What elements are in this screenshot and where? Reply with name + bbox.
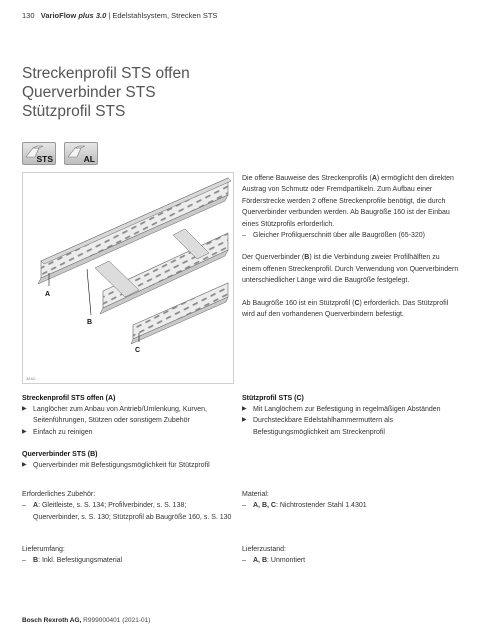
badge-label: STS xyxy=(36,154,53,164)
scope-label: Lieferumfang: xyxy=(22,546,65,553)
ref-letter: C xyxy=(354,299,360,307)
feature-bullet xyxy=(242,415,460,438)
title-line: Streckenprofil STS offen xyxy=(22,65,190,82)
scope-item: – B: Inkl. Befestigungsmaterial xyxy=(22,557,123,565)
feature-bullet xyxy=(22,460,232,471)
callout-a: A xyxy=(45,291,51,298)
condition-item: – A, B: Unmontiert xyxy=(242,557,306,565)
text: : Unmontiert xyxy=(267,557,306,565)
profile-drawing xyxy=(23,173,233,383)
feature-bullet xyxy=(22,404,232,427)
ref-letter: A xyxy=(371,175,377,182)
text: : Inkl. Befestigungsmaterial xyxy=(38,557,123,565)
triangle-bullet-icon: ▶ xyxy=(242,406,247,412)
title-line: Querverbinder STS xyxy=(22,84,156,101)
page-header xyxy=(22,11,217,20)
product-figure xyxy=(22,172,234,384)
description-dash-item: – Gleicher Profilquerschnitt über alle Baugrößen (65-320) xyxy=(242,232,425,240)
al-badge-icon xyxy=(64,142,98,165)
badge-label: AL xyxy=(83,154,95,164)
text: : Nichtrostender Stahl 1.4301 xyxy=(275,502,367,510)
triangle-bullet-icon: ▶ xyxy=(22,428,27,435)
features-right xyxy=(242,393,460,438)
features-left xyxy=(22,393,232,472)
system-badges xyxy=(22,142,98,165)
text: Gleicher Profilquerschnitt über alle Baugrößen (65-320) xyxy=(253,232,425,240)
text: ) ermöglicht den direkten Austrag von Schmutz oder Fremdpartikeln. Zum Aufbau einer Förderstrecke werden 2 offene Streckenprofile benötigt, die durch Querverbinder verbunden werden. Ab Baugröße 160 ist der Einbau eines Stützprofils erforderlich. xyxy=(242,175,454,228)
triangle-bullet-icon: ▶ xyxy=(22,462,27,469)
text: ) erforderlich. Das Stützprofil wird auf den vorhandenen Querverbindern befestigt. xyxy=(242,299,449,319)
doc-reference: R999000401 (2021-01) xyxy=(83,617,151,624)
feature-bullet xyxy=(242,404,460,415)
ref-letter: B xyxy=(33,557,39,565)
feature-b-heading: Querverbinder STS (B) xyxy=(22,451,98,459)
description-paragraph-2 xyxy=(242,252,460,286)
page-number: 130 xyxy=(22,11,35,20)
callout-c: C xyxy=(135,347,141,354)
product-name: VarioFlow xyxy=(40,11,77,20)
description-paragraph-3 xyxy=(242,298,460,321)
condition-block xyxy=(242,544,460,567)
text: Langlöcher zum Anbau von Antrieb/Umlenkung, Kurven, Seitenführungen, Stützen oder sonstigem Zubehör xyxy=(33,406,207,425)
ref-letter: A xyxy=(33,502,39,510)
company-name: Bosch Rexroth AG, xyxy=(22,617,82,624)
callout-b: B xyxy=(87,319,93,326)
text: ) ist die Verbindung zweier Profilhälften zu einem offenen Streckenprofil. Durch Verwendung von Querverbindern unterschiedlicher Länge wird die Baugröße festgelegt. xyxy=(242,254,459,285)
accessories-block xyxy=(22,489,232,523)
feature-a-heading: Streckenprofil STS offen (A) xyxy=(22,395,116,402)
sts-badge-icon xyxy=(22,142,56,165)
material-item: – A, B, C: Nichtrostender Stahl 1.4301 xyxy=(242,502,367,510)
text: Ab Baugröße 160 ist ein Stützprofil ( xyxy=(242,299,355,307)
section-path: | Edelstahlsystem, Strecken STS xyxy=(108,11,218,20)
description-column xyxy=(242,173,460,320)
profile-a xyxy=(38,178,231,284)
text: Querverbinder mit Befestigungsmöglichkeit für Stützprofil xyxy=(33,462,210,470)
text: Der Querverbinder ( xyxy=(242,254,305,262)
text: Durchsteckbare Edelstahlhammermuttern als Befestigungsmöglichkeit am Streckenprofil xyxy=(253,417,394,436)
material-label: Material: xyxy=(242,491,269,498)
material-block xyxy=(242,489,460,512)
feature-c-heading: Stützprofil STS (C) xyxy=(242,395,304,402)
text: : Gleitleiste, s. S. 134; Profilverbinder, s. S. 138; Querverbinder, s. S. 130; Stützprofil ab Baugröße 160, s. S. 130 xyxy=(33,502,232,521)
image-code: 3842… xyxy=(26,376,39,381)
page-footer xyxy=(22,617,150,624)
description-paragraph-1 xyxy=(242,173,460,230)
scope-block xyxy=(22,544,232,567)
text: Die offene Bauweise des Streckenprofils ( xyxy=(242,175,372,182)
product-version: plus 3.0 xyxy=(78,11,107,20)
title-line: Stützprofil STS xyxy=(22,103,126,120)
feature-bullet xyxy=(22,427,232,438)
condition-label: Lieferzustand: xyxy=(242,546,286,553)
ref-letter: B xyxy=(304,254,310,262)
triangle-bullet-icon: ▶ xyxy=(242,417,247,424)
ref-letter: A, B xyxy=(253,557,267,565)
accessories-item: – A: Gleitleiste, s. S. 134; Profilverbinder, s. S. 138; Querverbinder, s. S. 130; Stützprofil ab Baugröße 160, s. S. 130 xyxy=(22,502,232,521)
ref-letter: A, B, C xyxy=(253,502,276,510)
triangle-bullet-icon: ▶ xyxy=(22,406,27,412)
text: Mit Langlöchern zur Befestigung in regelmäßigen Abständen xyxy=(253,406,441,413)
page-title xyxy=(22,64,190,121)
text: Einfach zu reinigen xyxy=(33,428,93,436)
accessories-label: Erforderliches Zubehör: xyxy=(22,491,96,498)
